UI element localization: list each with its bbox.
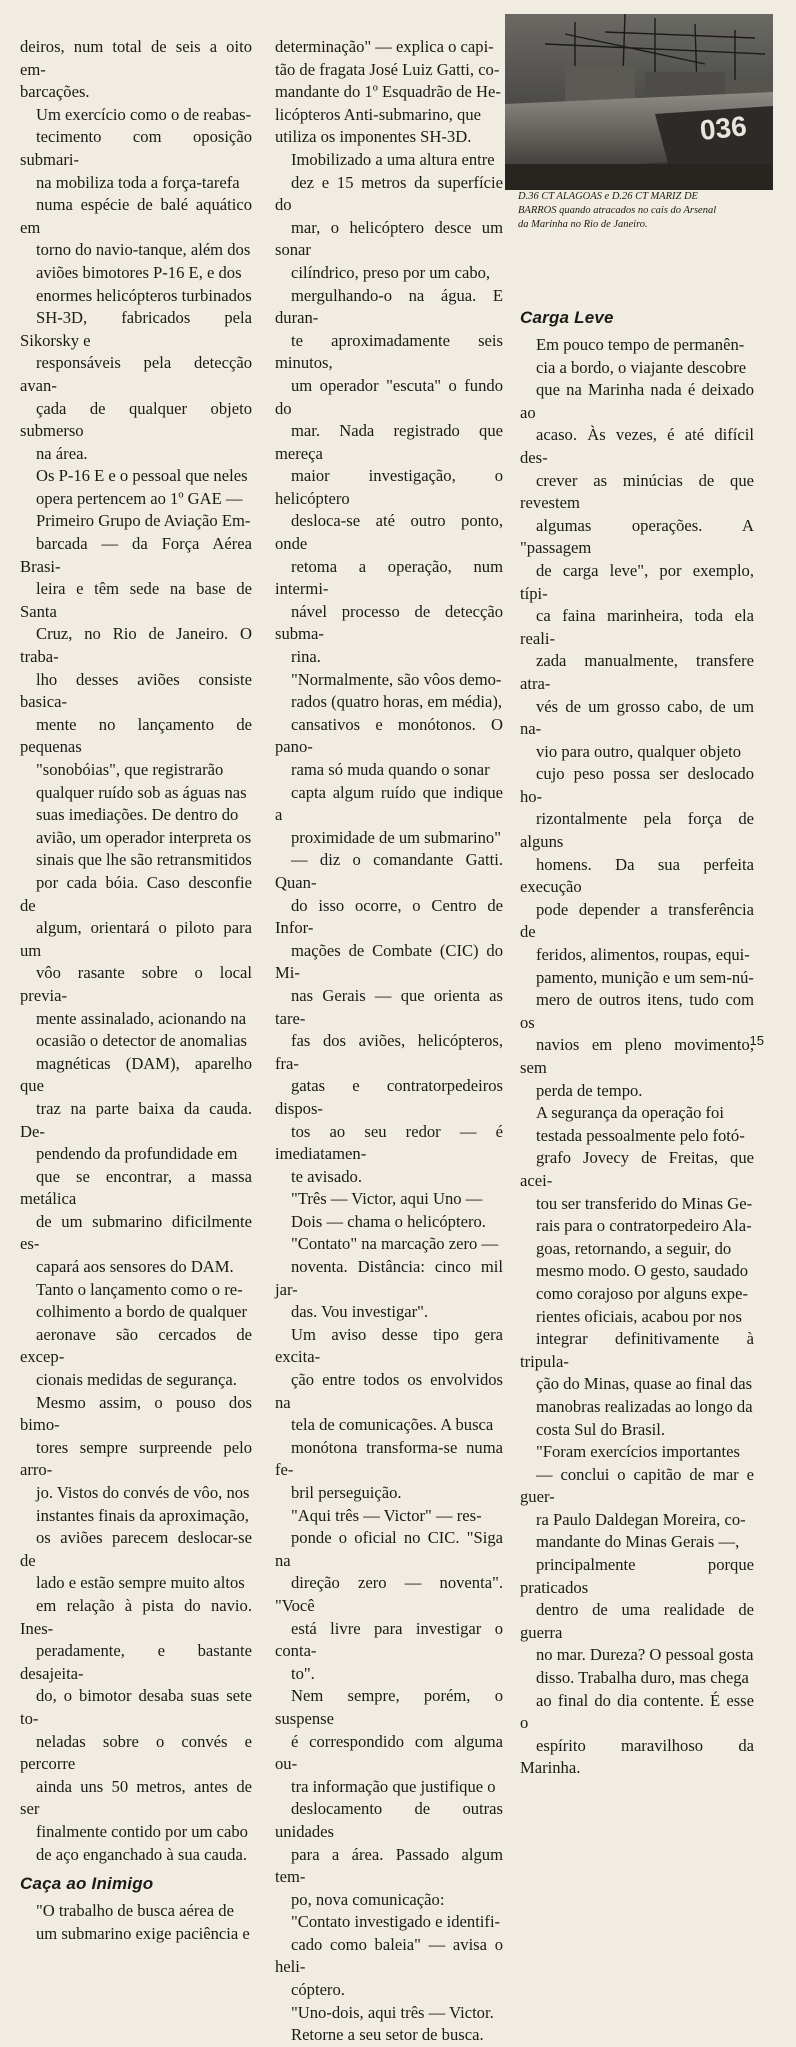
text-line: vôo rasante sobre o local previa- xyxy=(20,963,252,1005)
paragraph xyxy=(275,149,503,669)
text-line: Primeiro Grupo de Aviação Em- xyxy=(36,511,251,531)
text-line: de um submarino dificilmente es- xyxy=(20,1211,252,1254)
text-line: mente assinalado, acionando na xyxy=(36,1008,247,1028)
text-line: opera pertencem ao 1º GAE — xyxy=(36,488,243,508)
text-line: rama só muda quando o sonar xyxy=(291,760,490,779)
text-line: zada manualmente, transfere atra- xyxy=(520,651,754,693)
text-line: um submarino exige paciência e xyxy=(36,1923,250,1943)
text-line: te aproximadamente seis minutos, xyxy=(275,330,503,373)
text-line: pamento, munição e um sem-nú- xyxy=(536,967,754,987)
text-line: integrar definitivamente à tripula- xyxy=(520,1329,754,1371)
text-line: cujo peso possa ser deslocado ho- xyxy=(520,764,754,806)
text-line: Dois — chama o helicóptero. xyxy=(291,1211,486,1231)
text-line: ponde o oficial no CIC. "Siga na xyxy=(275,1528,503,1570)
text-line: rados (quatro horas, em média), xyxy=(291,692,503,712)
text-line: principalmente porque praticados xyxy=(520,1555,754,1597)
text-line: enormes helicópteros turbinados xyxy=(36,285,252,305)
paragraph xyxy=(520,1441,754,1780)
text-line: deslocamento de outras unidades xyxy=(275,1799,503,1841)
text-line: lho desses aviões consiste basica- xyxy=(20,669,252,712)
text-line: para a área. Passado algum tem- xyxy=(275,1844,503,1887)
text-line: algumas operações. A "passagem xyxy=(520,515,754,558)
text-line: neladas sobre o convés e percorre xyxy=(20,1731,252,1774)
text-line: como corajoso por alguns expe- xyxy=(536,1283,748,1303)
text-line: no mar. Dureza? O pessoal gosta xyxy=(536,1645,754,1665)
text-line: SH-3D, fabricados pela Sikorsky e xyxy=(20,308,252,350)
text-line: "Contato" na marcação zero — xyxy=(291,1234,499,1254)
column-3 xyxy=(520,300,754,1780)
text-line: capará aos sensores do DAM. xyxy=(36,1257,234,1277)
text-line: das. Vou investigar". xyxy=(291,1302,429,1322)
text-line: jo. Vistos do convés de vôo, nos xyxy=(36,1483,250,1502)
paragraph xyxy=(275,669,503,1189)
text-line: cado como baleia" — avisa o heli- xyxy=(275,1934,503,1977)
text-line: tra informação que justifique o xyxy=(291,1776,496,1796)
text-line: retoma a operação, num intermi- xyxy=(275,556,503,599)
text-line: Imobilizado a uma altura entre xyxy=(291,149,495,169)
text-line: feridos, alimentos, roupas, equi- xyxy=(536,945,750,965)
text-line: que se encontrar, a massa metálica xyxy=(20,1166,252,1209)
text-line: sinais que lhe são retransmitidos xyxy=(36,850,252,870)
text-line: Retorne a seu setor de busca. xyxy=(291,2025,484,2045)
text-line: "Uno-dois, aqui três — Victor. xyxy=(291,2002,494,2022)
text-line: mente no lançamento de pequenas xyxy=(20,714,252,757)
warship-image xyxy=(505,14,773,190)
text-line: ra Paulo Daldegan Moreira, co- xyxy=(536,1509,746,1529)
paragraph xyxy=(275,1911,503,2001)
text-line: noventa. Distância: cinco mil jar- xyxy=(275,1257,503,1299)
text-line: vio para outro, qualquer objeto xyxy=(536,741,742,761)
text-line: de carga leve", por exemplo, típi- xyxy=(520,560,754,603)
text-line: colhimento a bordo de qualquer xyxy=(36,1302,248,1322)
text-line: mero de outros itens, tudo com os xyxy=(520,990,754,1032)
text-line: po, nova comunicação: xyxy=(291,1889,445,1909)
text-line: pode depender a transferência de xyxy=(520,899,754,942)
text-line: "Aqui três — Victor" — res- xyxy=(291,1505,482,1525)
text-line: na mobiliza toda a força-tarefa xyxy=(36,172,240,192)
warship-photo xyxy=(505,14,773,190)
text-line: tecimento com oposição submari- xyxy=(20,127,252,169)
text-line: magnéticas (DAM), aparelho que xyxy=(20,1053,252,1096)
text-line: licópteros Anti-submarino, que xyxy=(275,104,482,124)
text-line: avião, um operador interpreta os xyxy=(36,827,252,847)
text-line: cóptero. xyxy=(291,1980,345,2000)
text-line: çada de qualquer objeto submerso xyxy=(20,398,252,441)
paragraph xyxy=(275,1324,503,1505)
hull-number: 036 xyxy=(698,110,749,146)
text-line: grafo Jovecy de Freitas, que acei- xyxy=(520,1148,754,1190)
page-number: 15 xyxy=(749,1033,764,1048)
text-line: "Três — Victor, aqui Uno — xyxy=(291,1189,483,1209)
text-line: testada pessoalmente pelo fotó- xyxy=(536,1125,745,1145)
paragraph xyxy=(20,104,252,466)
text-line: os aviões parecem deslocar-se de xyxy=(20,1528,252,1570)
text-line: homens. Da sua perfeita execução xyxy=(520,854,754,897)
text-line: traz na parte baixa da cauda. De- xyxy=(20,1098,252,1141)
text-line: vés de um grosso cabo, de um na- xyxy=(520,696,754,739)
text-line: cionais medidas de segurança. xyxy=(36,1370,237,1390)
text-line: instantes finais da aproximação, xyxy=(36,1505,249,1525)
text-line: Um aviso desse tipo gera excita- xyxy=(275,1324,503,1367)
paragraph xyxy=(275,36,503,149)
text-line: ção do Minas, quase ao final das xyxy=(536,1374,753,1394)
text-line: fas dos aviões, helicópteros, fra- xyxy=(275,1031,503,1073)
text-line: é correspondido com alguma ou- xyxy=(275,1731,503,1774)
text-line: espírito maravilhoso da Marinha. xyxy=(520,1735,754,1778)
text-line: peradamente, e bastante desajeita- xyxy=(20,1641,252,1683)
text-line: está livre para investigar o conta- xyxy=(275,1618,503,1661)
text-line: ao final do dia contente. É esse o xyxy=(520,1690,754,1733)
text-line: proximidade de um submarino" xyxy=(291,827,502,847)
text-line: tos ao seu redor — é imediatamen- xyxy=(275,1121,503,1164)
text-line: em relação à pista do navio. Ines- xyxy=(20,1595,252,1638)
text-line: rina. xyxy=(291,647,321,667)
text-line: pendendo da profundidade em xyxy=(36,1144,238,1164)
text-line: mar, o helicóptero desce um sonar xyxy=(275,217,503,260)
text-line: "Foram exercícios importantes xyxy=(536,1442,740,1462)
text-line: "Contato investigado e identifi- xyxy=(291,1912,501,1932)
text-line: determinação" — explica o capi- xyxy=(275,37,494,56)
text-line: cilíndrico, preso por um cabo, xyxy=(291,262,491,282)
text-line: bril perseguição. xyxy=(291,1483,402,1502)
section-heading: Carga Leve xyxy=(520,308,614,327)
text-line: de aço enganchado à sua cauda. xyxy=(36,1844,247,1864)
text-line: ocasião o detector de anomalias xyxy=(36,1031,248,1051)
caption-line: D.36 CT ALAGOAS e D.26 CT MARIZ DE xyxy=(518,191,698,202)
text-line: numa espécie de balé aquático em xyxy=(20,195,252,237)
paragraph xyxy=(20,1900,252,1945)
text-line: tores sempre surpreende pelo arro- xyxy=(20,1437,252,1480)
paragraph xyxy=(20,36,252,104)
text-line: monótona transforma-se numa fe- xyxy=(275,1437,503,1480)
text-line: mergulhando-o na água. E duran- xyxy=(275,285,503,328)
text-line: nas Gerais — que orienta as tare- xyxy=(275,985,503,1028)
text-line: navios em pleno movimento, sem xyxy=(520,1035,754,1077)
text-line: suas imediações. De dentro do xyxy=(36,805,239,825)
text-line: responsáveis pela detecção avan- xyxy=(20,353,252,395)
text-line: crever as minúcias de que revestem xyxy=(520,470,754,513)
text-line: finalmente contido por um cabo xyxy=(36,1821,248,1841)
text-line: cansativos e monótonos. O pano- xyxy=(275,714,503,757)
caption-line: BARROS quando atracados no cais do Arsenal xyxy=(518,205,717,216)
text-line: barcações. xyxy=(20,82,90,102)
paragraph xyxy=(275,1505,503,1686)
text-line: ca faina marinheira, toda ela reali- xyxy=(520,606,754,648)
text-line: te avisado. xyxy=(291,1166,362,1186)
text-line: mar. Nada registrado que mereça xyxy=(275,421,503,463)
text-line: cia a bordo, o viajante descobre xyxy=(536,357,747,377)
paragraph xyxy=(20,1279,252,1866)
text-line: Em pouco tempo de permanên- xyxy=(536,335,745,354)
text-line: acaso. Às vezes, é até difícil des- xyxy=(520,425,754,467)
text-line: gatas e contratorpedeiros dispos- xyxy=(275,1076,503,1118)
text-line: utiliza os imponentes SH-3D. xyxy=(275,127,472,147)
text-line: nável processo de detecção subma- xyxy=(275,601,503,644)
text-line: desloca-se até outro ponto, onde xyxy=(275,511,503,554)
text-line: rizontalmente pela força de alguns xyxy=(520,809,754,852)
text-line: Os P-16 E e o pessoal que neles xyxy=(36,466,248,486)
text-line: Nem sempre, porém, o suspense xyxy=(275,1686,503,1728)
text-line: qualquer ruído sob as águas nas xyxy=(36,782,247,802)
paragraph xyxy=(520,334,754,1102)
text-line: aviões bimotores P-16 E, e dos xyxy=(36,262,242,282)
text-line: A segurança da operação foi xyxy=(536,1103,724,1123)
text-line: maior investigação, o helicóptero xyxy=(275,466,503,508)
text-line: leira e têm sede na base de Santa xyxy=(20,579,252,621)
text-line: um operador "escuta" o fundo do xyxy=(275,375,503,418)
text-line: "O trabalho de busca aérea de xyxy=(36,1901,234,1921)
text-line: — conclui o capitão de mar e guer- xyxy=(520,1464,754,1507)
text-line: tão de fragata José Luiz Gatti, co- xyxy=(275,59,500,79)
text-line: aeronave são cercados de excep- xyxy=(20,1324,252,1367)
text-line: ção entre todos os envolvidos na xyxy=(275,1370,503,1412)
text-line: barcada — da Força Aérea Brasi- xyxy=(20,534,252,576)
text-line: lado e estão sempre muito altos xyxy=(36,1573,245,1593)
text-line: do isso ocorre, o Centro de Infor- xyxy=(275,895,503,938)
text-line: Tanto o lançamento como o re- xyxy=(36,1279,243,1299)
text-line: mações de Combate (CIC) do Mi- xyxy=(275,940,503,983)
text-line: por cada bóia. Caso desconfie de xyxy=(20,872,252,915)
text-line: direção zero — noventa". "Você xyxy=(275,1573,503,1615)
text-line: algum, orientará o piloto para um xyxy=(20,918,252,960)
text-line: goas, retornando, a seguir, do xyxy=(536,1238,732,1258)
text-line: dez e 15 metros da superfície do xyxy=(275,172,503,215)
text-line: torno do navio-tanque, além dos xyxy=(36,240,251,260)
text-line: costa Sul do Brasil. xyxy=(536,1419,666,1439)
text-line: capta algum ruído que indique a xyxy=(275,782,503,825)
text-line: mandante do 1º Esquadrão de He- xyxy=(275,82,501,102)
text-line: ainda uns 50 metros, antes de ser xyxy=(20,1776,252,1819)
section-heading: Caça ao Inimigo xyxy=(20,1874,154,1894)
paragraph xyxy=(520,1102,754,1441)
text-line: disso. Trabalha duro, mas chega xyxy=(536,1668,749,1688)
column-2 xyxy=(275,36,503,2047)
text-line: que na Marinha nada é deixado ao xyxy=(520,380,754,422)
text-line: Cruz, no Rio de Janeiro. O traba- xyxy=(20,624,252,667)
text-line: — diz o comandante Gatti. Quan- xyxy=(275,850,503,892)
photo-caption xyxy=(518,190,774,232)
text-line: rais para o contratorpedeiro Ala- xyxy=(536,1216,752,1236)
text-line: Um exercício como o de reabas- xyxy=(36,104,252,124)
text-line: dentro de uma realidade de guerra xyxy=(520,1600,754,1642)
paragraph xyxy=(275,2002,503,2047)
paragraph xyxy=(275,1188,503,1324)
paragraph xyxy=(20,465,252,1278)
text-line: mesmo modo. O gesto, saudado xyxy=(536,1261,749,1281)
column-1 xyxy=(20,36,252,1945)
text-line: "Normalmente, são vôos demo- xyxy=(291,669,502,689)
text-line: mandante do Minas Gerais —, xyxy=(536,1532,740,1552)
text-line: perda de tempo. xyxy=(536,1080,643,1100)
paragraph xyxy=(275,1685,503,1911)
text-line: rientes oficiais, acabou por nos xyxy=(536,1306,742,1326)
text-line: tela de comunicações. A busca xyxy=(291,1415,494,1435)
caption-line: da Marinha no Rio de Janeiro. xyxy=(518,219,648,230)
text-line: "sonobóias", que registrarão xyxy=(36,760,224,779)
text-line: na área. xyxy=(36,443,88,463)
text-line: manobras realizadas ao longo da xyxy=(536,1396,753,1416)
text-line: deiros, num total de seis a oito em- xyxy=(20,37,252,79)
text-line: Mesmo assim, o pouso dos bimo- xyxy=(20,1392,252,1435)
text-line: to". xyxy=(291,1663,315,1683)
text-line: do, o bimotor desaba suas sete to- xyxy=(20,1686,252,1728)
text-line: tou ser transferido do Minas Ge- xyxy=(536,1193,753,1213)
